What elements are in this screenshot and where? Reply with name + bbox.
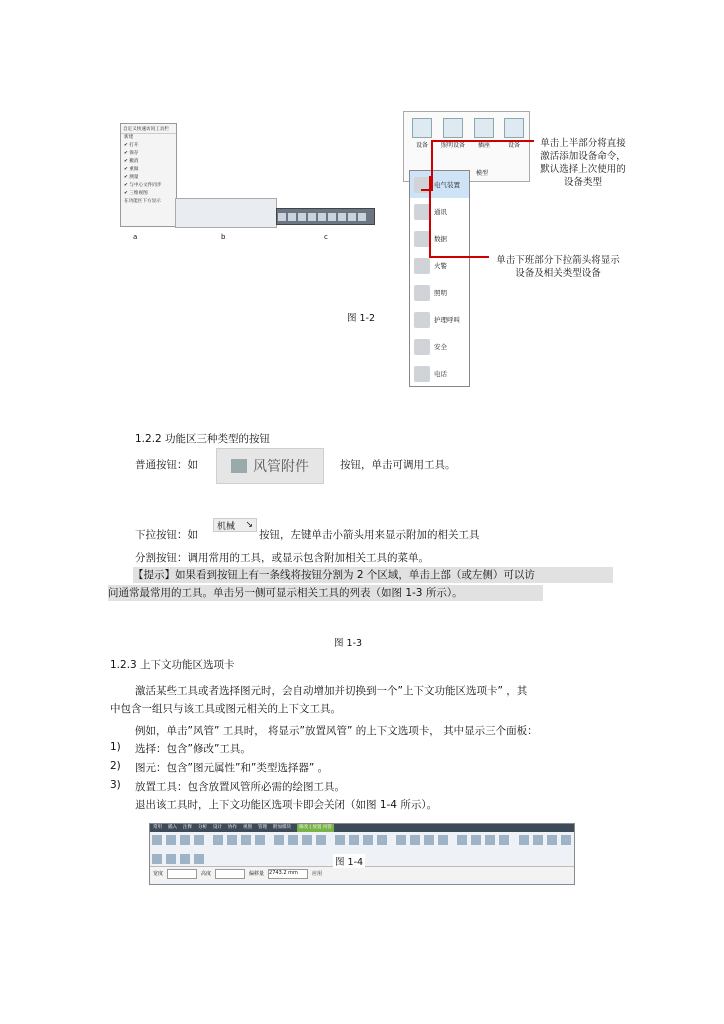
ribbon-tab[interactable]: 设计 [213, 825, 222, 830]
tip-line-2: 问通常最常用的工具。单击另一侧可显示相关工具的列表（如图 1-3 所示）。 [108, 585, 543, 601]
device-button[interactable]: 设备 [407, 118, 437, 156]
closing-line: 退出该工具时，上下文功能区选项卡即会关闭（如图 1-4 所示）。 [135, 799, 438, 811]
sublabel-b: b [221, 233, 226, 241]
figure-caption-1-3: 图 1-3 [334, 638, 363, 649]
device-icon [412, 118, 432, 138]
device-type-icon [414, 339, 430, 355]
qat-menu-item[interactable]: 新建 [124, 135, 134, 140]
list-item-3: 放置工具：包含放置风管所必需的绘图工具。 [135, 781, 345, 793]
box-icon [474, 118, 494, 138]
dropdown-item-label: 电话 [434, 370, 447, 378]
options-bar: 宽度 高度 偏移量 2743.2 mm 应用 [150, 866, 574, 880]
grid-icon [504, 118, 524, 138]
dropdown-item[interactable] [410, 198, 469, 225]
dropdown-item[interactable] [410, 360, 469, 387]
device-type-icon [414, 204, 430, 220]
ribbon-tab[interactable]: 修改 | 放置 风管 [299, 825, 332, 830]
ribbon-mini-screenshot [175, 198, 277, 228]
ribbon-tab[interactable]: 注释 [183, 825, 192, 830]
ribbon-tab[interactable]: 常用 [153, 825, 162, 830]
list-num-1: 1) [110, 741, 121, 753]
list-num-2: 2) [110, 760, 121, 772]
normal-button-prefix: 普通按钮：如 [135, 459, 198, 471]
qat-menu-item[interactable]: ✔ 测量 [124, 175, 139, 180]
device-type-icon [414, 231, 430, 247]
dropdown-item-label: 电气装置 [434, 181, 460, 189]
dropdown-item-label: 照明 [434, 289, 447, 297]
equipment-button[interactable]: 设备 [499, 118, 529, 156]
duct-accessory-icon [231, 459, 247, 473]
qat-menu-item[interactable]: ✔ 保存 [124, 151, 139, 156]
ribbon-tab[interactable]: 插入 [168, 825, 177, 830]
qat-menu-item[interactable]: 在功能区下方显示 [124, 199, 161, 204]
list-item-1: 选择：包含”修改”工具。 [135, 743, 251, 755]
list-item-2: 图元：包含”图元属性”和”类型选择器” 。 [135, 762, 329, 774]
callout-text-bottom: 单击下班部分下拉箭头将显示 设备及相关类型设备 [496, 255, 620, 279]
receptacle-button[interactable]: 插座 [469, 118, 499, 156]
para2: 例如，单击”风管” 工具时， 将显示”放置风管” 的上下文选项卡， 其中显示三个面板： [135, 725, 538, 737]
list-num-3: 3) [110, 779, 121, 791]
device-type-icon [414, 312, 430, 328]
dropdown-item[interactable] [410, 333, 469, 360]
section-heading-1-2-2: 1.2.2 功能区三种类型的按钮 [135, 433, 271, 445]
light-fixture-icon [443, 118, 463, 138]
dropdown-button-prefix: 下拉按钮：如 [135, 529, 198, 541]
quick-access-toolbar [276, 208, 375, 225]
callout-line-hook [421, 189, 433, 191]
device-type-icon [414, 258, 430, 274]
dropdown-item-label: 安全 [434, 343, 447, 351]
ribbon-tab[interactable]: 视图 [243, 825, 252, 830]
duct-accessory-button-image: 风管附件 [216, 448, 324, 484]
dropdown-arrow-icon: ↘ [245, 520, 253, 530]
qat-menu-item[interactable]: ✔ 与中心文件同步 [124, 183, 162, 188]
ribbon-panel-label: 模型 [476, 170, 489, 177]
lighting-button[interactable]: 照明设备 [438, 118, 468, 156]
dropdown-item[interactable] [410, 225, 469, 252]
figure-caption-1-2: 图 1-2 [347, 313, 376, 324]
dropdown-item[interactable] [410, 171, 469, 198]
sublabel-c: c [324, 233, 328, 241]
qat-menu-item[interactable]: ✔ 撤消 [124, 159, 139, 164]
callout-text-top: 单击上半部分将直接 激活添加设备命令， 默认选择上次使用的 设备类型 [540, 138, 626, 188]
dropdown-item-label: 数据 [434, 235, 447, 243]
figure-caption-1-4: 图 1-4 [333, 854, 365, 868]
dropdown-item[interactable] [410, 279, 469, 306]
qat-customize-menu [120, 123, 177, 227]
section-heading-1-2-3: 1.2.3 上下文功能区选项卡 [110, 659, 235, 671]
device-dropdown-menu [409, 170, 470, 387]
mechanical-button-image: 机械 ↘ [213, 518, 257, 532]
qat-menu-item[interactable]: ✔ 三维视图 [124, 191, 148, 196]
normal-button-suffix: 按钮，单击可调用工具。 [340, 459, 456, 471]
dropdown-item-label: 护理呼叫 [434, 316, 460, 324]
dropdown-item-label: 通讯 [434, 208, 447, 216]
device-type-icon [414, 366, 430, 382]
ribbon-tab[interactable]: 协作 [228, 825, 237, 830]
sublabel-a: a [133, 233, 138, 241]
split-button-line: 分割按钮：调用常用的工具，或显示包含附加相关工具的菜单。 [135, 552, 429, 564]
device-type-icon [414, 285, 430, 301]
qat-menu-title: 自定义快速访问工具栏 [121, 124, 176, 134]
callout-line-top [431, 140, 534, 142]
para1-line1: 激活某些工具或者选择图元时，会自动增加并切换到一个”上下文功能区选项卡” ，其 [135, 685, 528, 697]
ribbon-tabs [150, 824, 574, 832]
callout-line-vertical [431, 140, 433, 190]
para1-line2: 中包含一组只与该工具或图元相关的上下文工具。 [110, 703, 341, 715]
qat-menu-item[interactable]: ✔ 重做 [124, 167, 139, 172]
callout-line-bottom [429, 256, 489, 258]
callout-line-bottom-vertical [429, 176, 431, 256]
width-field[interactable] [167, 869, 197, 879]
ribbon-tab[interactable]: 附加模块 [273, 825, 291, 830]
ribbon-tab[interactable]: 分析 [198, 825, 207, 830]
dropdown-item-label: 火警 [434, 262, 447, 270]
height-field[interactable] [215, 869, 245, 879]
tip-line-1: 【提示】如果看到按钮上有一条线将按钮分割为 2 个区域，单击上部（或左侧）可以访 [133, 567, 613, 583]
offset-field[interactable]: 2743.2 mm [268, 869, 308, 879]
ribbon-tab[interactable]: 管理 [258, 825, 267, 830]
dropdown-button-suffix: 按钮，左键单击小箭头用来显示附加的相关工具 [259, 529, 480, 541]
dropdown-item[interactable] [410, 306, 469, 333]
qat-menu-item[interactable]: ✔ 打开 [124, 143, 139, 148]
